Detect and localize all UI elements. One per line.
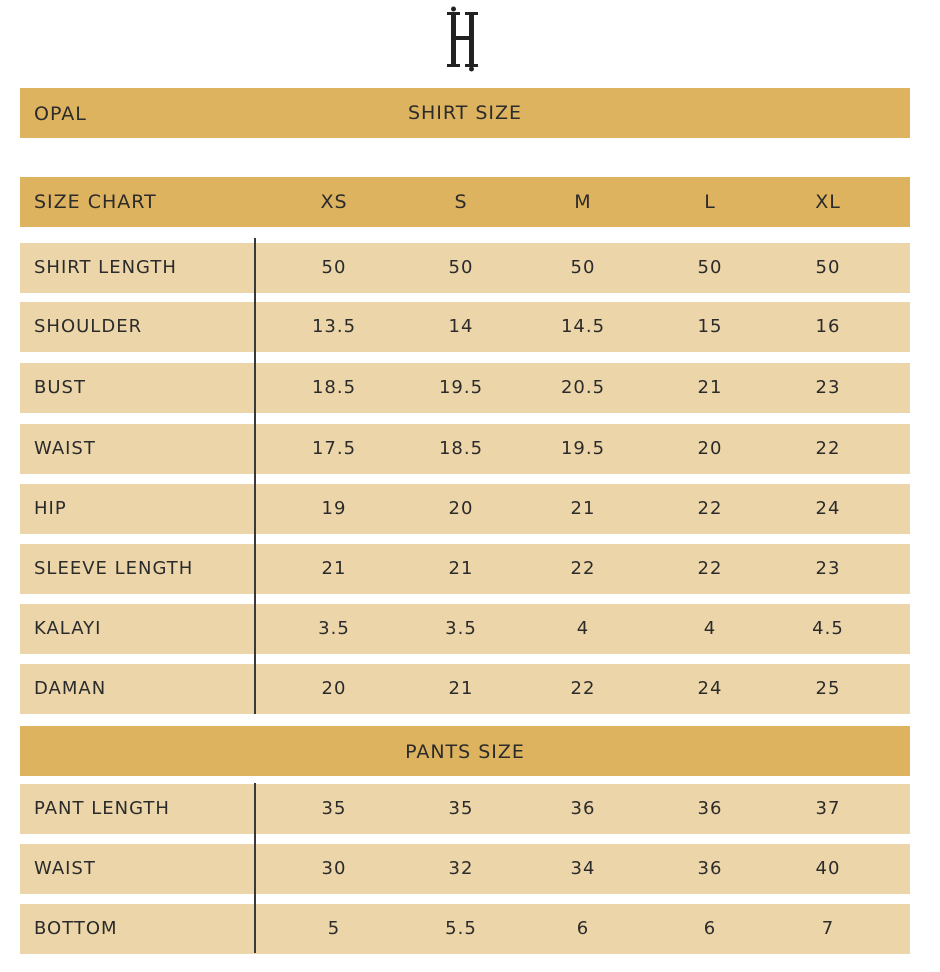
- shirt-row-value: 3.5: [318, 618, 350, 639]
- shirt-row-value: 14.5: [560, 316, 606, 337]
- shirt-row-label: DAMAN: [34, 678, 107, 699]
- pants-row-value: 6: [576, 918, 590, 939]
- shirt-size-title: SHIRT SIZE: [407, 102, 523, 124]
- shirt-row: [20, 363, 910, 413]
- pants-size-title: PANTS SIZE: [405, 741, 525, 763]
- shirt-row-value: 50: [448, 257, 474, 278]
- pants-row: [20, 844, 910, 894]
- shirt-row: [20, 664, 910, 714]
- shirt-row-label: SLEEVE LENGTH: [34, 558, 194, 579]
- pants-row-value: 30: [321, 858, 347, 879]
- size-s: S: [454, 191, 468, 213]
- shirt-row-value: 4: [576, 618, 590, 639]
- shirt-row-label: SHIRT LENGTH: [34, 257, 177, 278]
- shirt-row-value: 25: [815, 678, 841, 699]
- shirt-row-value: 50: [815, 257, 841, 278]
- collection-name: OPAL: [34, 103, 87, 125]
- pants-row-value: 36: [697, 798, 723, 819]
- brand-logo-icon: [440, 6, 486, 72]
- pants-row-value: 6: [703, 918, 717, 939]
- shirt-row: [20, 302, 910, 352]
- pants-row-value: 34: [570, 858, 596, 879]
- shirt-row-value: 23: [815, 558, 841, 579]
- pants-row-value: 5: [327, 918, 341, 939]
- size-chart-header: [20, 177, 910, 227]
- shirt-row-value: 50: [570, 257, 596, 278]
- size-chart-label: SIZE CHART: [34, 191, 157, 213]
- shirt-table-divider: [254, 238, 256, 714]
- pants-row-label: BOTTOM: [34, 918, 118, 939]
- pants-row: [20, 784, 910, 834]
- shirt-row-value: 14: [448, 316, 474, 337]
- pants-row-value: 36: [570, 798, 596, 819]
- shirt-row-label: HIP: [34, 498, 67, 519]
- shirt-row-value: 18.5: [438, 438, 484, 459]
- pants-row-value: 5.5: [445, 918, 477, 939]
- shirt-row-label: SHOULDER: [34, 316, 143, 337]
- shirt-row: [20, 243, 910, 293]
- shirt-row-label: WAIST: [34, 438, 96, 459]
- shirt-row: [20, 484, 910, 534]
- shirt-row-value: 22: [570, 558, 596, 579]
- shirt-row-value: 20: [448, 498, 474, 519]
- shirt-row-label: BUST: [34, 377, 86, 398]
- shirt-row-value: 21: [448, 678, 474, 699]
- shirt-row-value: 21: [570, 498, 596, 519]
- pants-row: [20, 904, 910, 954]
- shirt-row-value: 17.5: [311, 438, 357, 459]
- shirt-row-value: 21: [448, 558, 474, 579]
- shirt-row-value: 20.5: [560, 377, 606, 398]
- size-xl: XL: [815, 191, 841, 213]
- shirt-row-value: 15: [697, 316, 723, 337]
- shirt-row-value: 21: [697, 377, 723, 398]
- pants-size-header: [20, 726, 910, 776]
- shirt-row: [20, 424, 910, 474]
- size-l: L: [704, 191, 716, 213]
- shirt-row-value: 21: [321, 558, 347, 579]
- shirt-row-value: 22: [697, 498, 723, 519]
- pants-row-value: 35: [448, 798, 474, 819]
- shirt-row-value: 22: [697, 558, 723, 579]
- shirt-row: [20, 544, 910, 594]
- size-xs: XS: [320, 191, 348, 213]
- shirt-row-value: 13.5: [311, 316, 357, 337]
- shirt-row-value: 16: [815, 316, 841, 337]
- shirt-row-value: 50: [697, 257, 723, 278]
- shirt-row-value: 23: [815, 377, 841, 398]
- pants-row-label: WAIST: [34, 858, 96, 879]
- pants-row-value: 37: [815, 798, 841, 819]
- shirt-row-value: 24: [697, 678, 723, 699]
- shirt-row: [20, 604, 910, 654]
- shirt-row-value: 4: [703, 618, 717, 639]
- size-m: M: [574, 191, 592, 213]
- shirt-row-value: 3.5: [445, 618, 477, 639]
- shirt-row-value: 18.5: [311, 377, 357, 398]
- shirt-row-value: 22: [815, 438, 841, 459]
- shirt-row-value: 4.5: [812, 618, 844, 639]
- shirt-row-value: 20: [697, 438, 723, 459]
- shirt-row-value: 19.5: [438, 377, 484, 398]
- shirt-row-value: 19.5: [560, 438, 606, 459]
- pants-row-label: PANT LENGTH: [34, 798, 170, 819]
- shirt-row-label: KALAYI: [34, 618, 102, 639]
- shirt-row-value: 20: [321, 678, 347, 699]
- pants-row-value: 32: [448, 858, 474, 879]
- pants-row-value: 7: [821, 918, 835, 939]
- shirt-size-header: [20, 88, 910, 138]
- shirt-row-value: 24: [815, 498, 841, 519]
- pants-table-divider: [254, 783, 256, 953]
- pants-row-value: 40: [815, 858, 841, 879]
- pants-row-value: 35: [321, 798, 347, 819]
- shirt-row-value: 19: [321, 498, 347, 519]
- pants-row-value: 36: [697, 858, 723, 879]
- shirt-row-value: 50: [321, 257, 347, 278]
- shirt-row-value: 22: [570, 678, 596, 699]
